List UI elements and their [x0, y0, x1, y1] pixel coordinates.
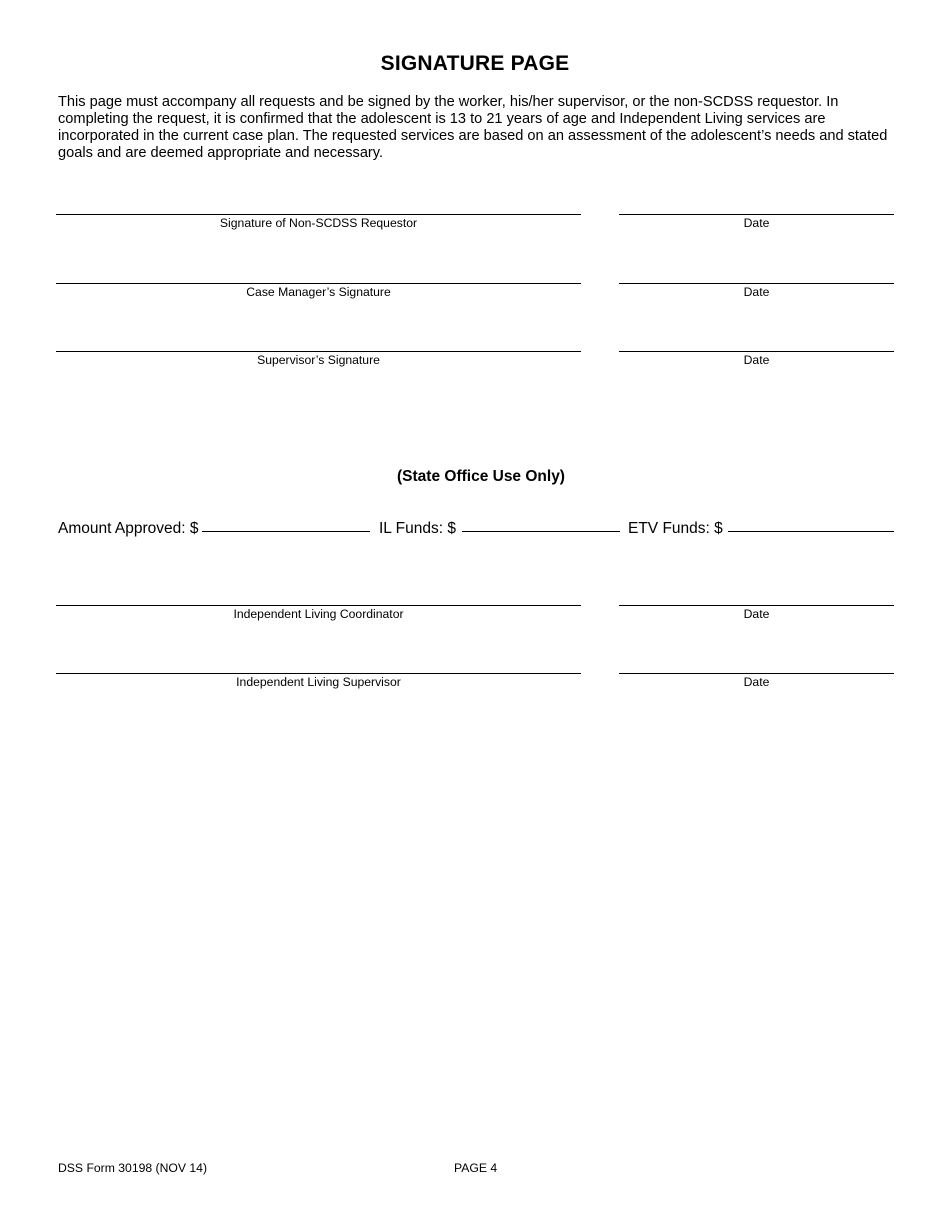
il-supervisor-date-line[interactable]: [619, 673, 894, 674]
amount-approved-field[interactable]: [202, 531, 370, 532]
il-coordinator-signature-line[interactable]: [56, 605, 581, 606]
supervisor-signature-line[interactable]: [56, 351, 581, 352]
il-supervisor-signature-line[interactable]: [56, 673, 581, 674]
supervisor-date-line[interactable]: [619, 351, 894, 352]
form-id: DSS Form 30198 (NOV 14): [58, 1161, 208, 1175]
requestor-signature-line[interactable]: [56, 214, 581, 215]
il-coordinator-date-line[interactable]: [619, 605, 894, 606]
amount-approved-label: Amount Approved: $: [58, 520, 199, 537]
il-coordinator-date-label: Date: [743, 607, 770, 621]
state-office-heading: (State Office Use Only): [397, 468, 565, 485]
il-funds-label: IL Funds: $: [379, 520, 456, 537]
case-manager-signature-label: Case Manager’s Signature: [246, 285, 391, 299]
page-title: SIGNATURE PAGE: [380, 52, 570, 75]
il-coordinator-signature-label: Independent Living Coordinator: [233, 607, 404, 621]
case-manager-date-label: Date: [743, 285, 770, 299]
case-manager-signature-line[interactable]: [56, 283, 581, 284]
requestor-date-line[interactable]: [619, 214, 894, 215]
intro-paragraph: This page must accompany all requests and be signed by the worker, his/her supervisor, or the non-SCDSS requestor. In completing the request, it is confirmed that the adolescent is 13 to 21 years of age and Independent Living services are incorporated in the current case plan. The requested services are based on an assessment of the adolescent’s needs and stated goals and are deemed appropriate and necessary.: [58, 94, 888, 161]
requestor-signature-label: Signature of Non-SCDSS Requestor: [219, 216, 418, 230]
requestor-date-label: Date: [743, 216, 770, 230]
il-funds-field[interactable]: [462, 531, 620, 532]
il-supervisor-date-label: Date: [743, 675, 770, 689]
case-manager-date-line[interactable]: [619, 283, 894, 284]
supervisor-signature-label: Supervisor’s Signature: [257, 353, 380, 367]
page-number: PAGE 4: [454, 1161, 498, 1175]
il-supervisor-signature-label: Independent Living Supervisor: [236, 675, 401, 689]
etv-funds-field[interactable]: [728, 531, 894, 532]
etv-funds-label: ETV Funds: $: [628, 520, 723, 537]
supervisor-date-label: Date: [743, 353, 770, 367]
